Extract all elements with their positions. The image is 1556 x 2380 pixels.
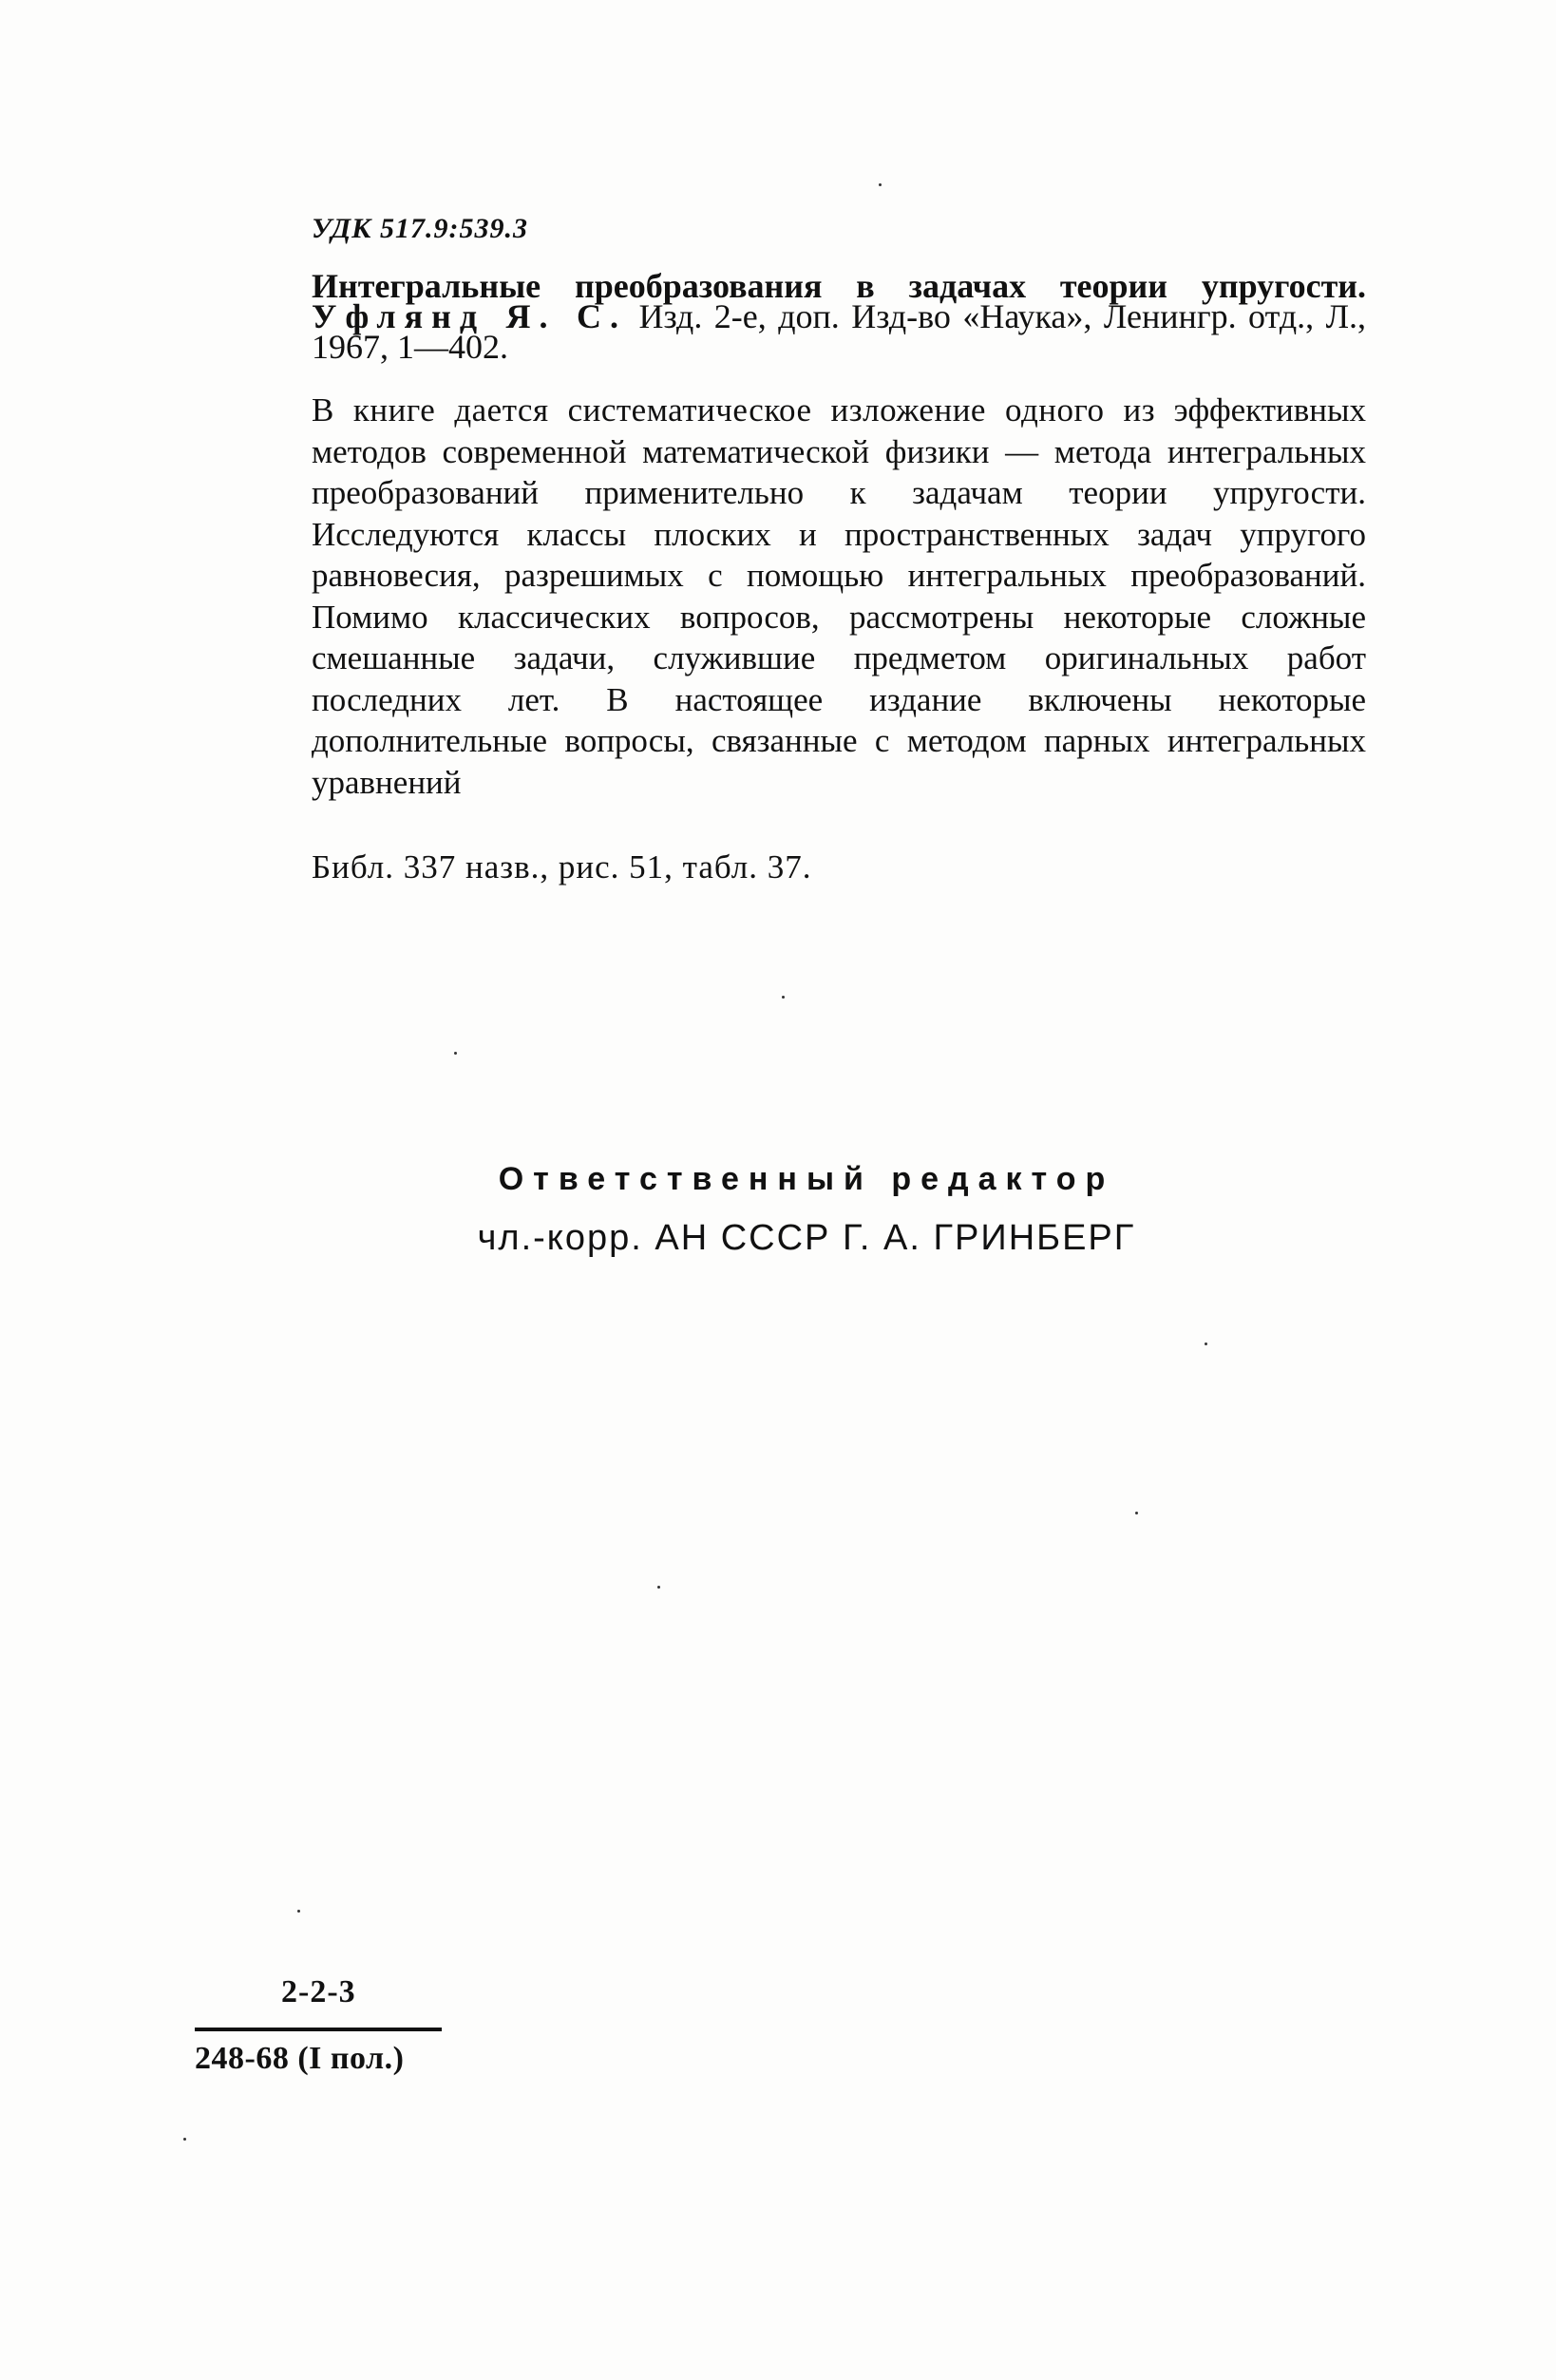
book-title: Интегральные преобразования в задачах теории упругости. xyxy=(312,267,1366,305)
index-divider xyxy=(195,2028,442,2031)
scan-speck xyxy=(782,996,785,999)
udk-classification: УДК 517.9:539.3 xyxy=(312,213,529,244)
abstract-lead: В книге дается систематическое изложение одного из xyxy=(312,391,1156,428)
bibliography-stats: Библ. 337 назв., рис. 51, табл. 37. xyxy=(312,848,812,885)
bibliographic-entry xyxy=(312,267,1367,366)
book-imprint: Изд. 2-е, доп. Изд-во «Наука», Ленингр. отд., Л., 1967, 1—402. xyxy=(312,297,1367,366)
editor-role: Ответственный редактор xyxy=(498,1161,1115,1197)
publication-order-code: 248-68 (I пол.) xyxy=(195,2041,405,2076)
scan-speck xyxy=(657,1586,660,1589)
scan-speck xyxy=(297,1910,300,1913)
scan-speck xyxy=(879,183,882,186)
scan-speck xyxy=(1135,1512,1138,1514)
book-abstract xyxy=(312,390,1366,803)
scan-speck xyxy=(1205,1342,1207,1345)
scan-speck xyxy=(183,2138,186,2141)
book-author: Уфлянд Я. С. xyxy=(312,297,627,335)
scan-speck xyxy=(454,1052,457,1055)
abstract-body: эффективных методов современной математической физики — метода интегральных преобразований применительно к задачам теории упругости. Исследуются классы плоских и пространственных задач упругого равновесия, разрешимых с помощью интегральных преобразований. Помимо классических вопросов, рассмотрены некоторые сложные смешанные задачи, служившие предметом оригинальных работ последних лет. В настоящее издание включены некоторые дополнительные вопросы, связанные с методом парных интегральных уравнений xyxy=(312,391,1367,801)
editor-name: чл.-корр. АН СССР Г. А. ГРИНБЕРГ xyxy=(477,1218,1136,1258)
publication-index-code: 2-2-3 xyxy=(281,1974,356,2009)
